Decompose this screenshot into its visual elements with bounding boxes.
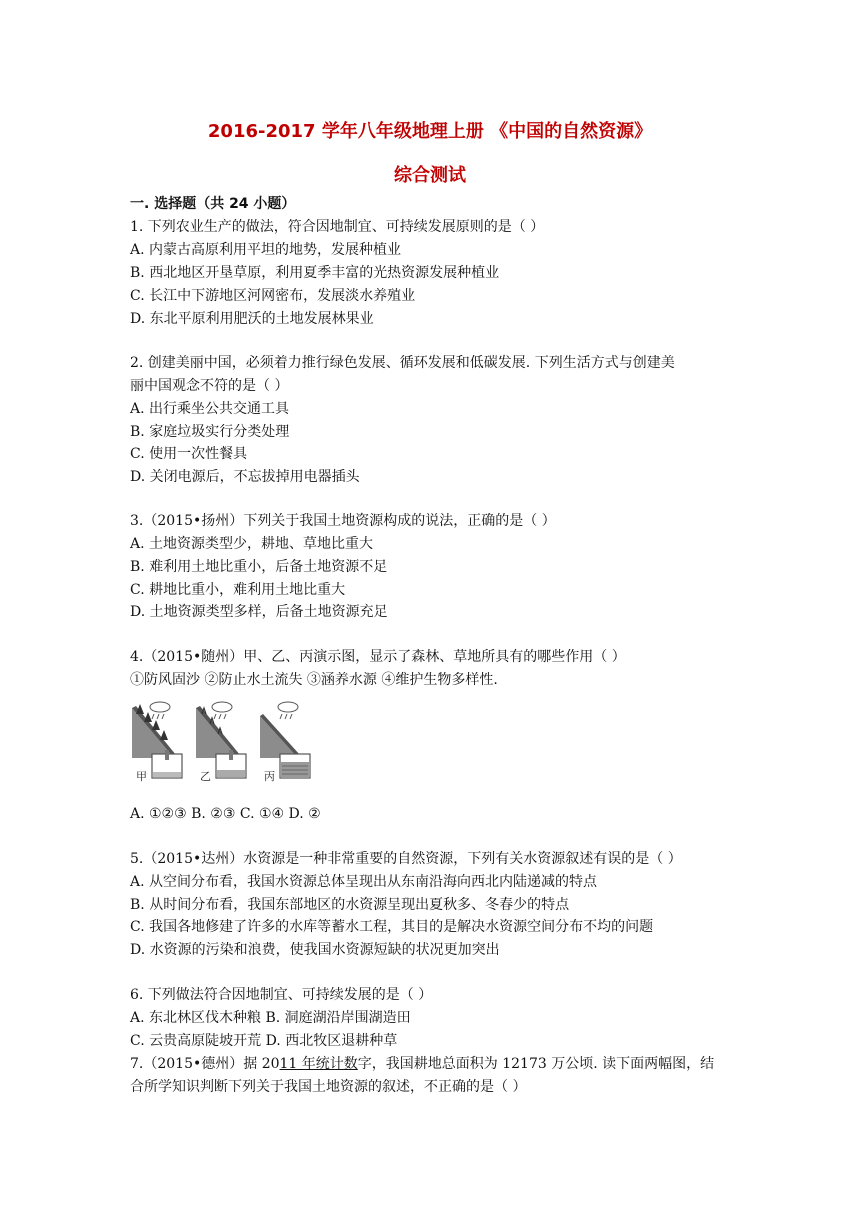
panel-yi-grass-slope [196, 702, 246, 778]
document-title: 2016-2017 学年八年级地理上册 《中国的自然资源》 [207, 121, 653, 142]
panel-bing-bare-slope [260, 702, 310, 778]
q3-option-c: C. 耕地比重小，难利用土地比重大 [130, 582, 346, 598]
q7-stem-pre: 7.（2015•德州）据 20 [130, 1056, 280, 1072]
q7-stem-underlined: 11 年统计数 [279, 1056, 358, 1072]
panel-jia-forest-slope [132, 702, 182, 778]
q2-option-b: B. 家庭垃圾实行分类处理 [130, 424, 290, 440]
q4-stem: 4.（2015•随州）甲、乙、丙演示图，显示了森林、草地所具有的哪些作用（ ） [130, 649, 626, 665]
q4-options: A. ①②③ B. ②③ C. ①④ D. ② [130, 806, 321, 822]
fig-label-bing: 丙 [264, 770, 275, 783]
q4-items: ①防风固沙 ②防止水土流失 ③涵养水源 ④维护生物多样性. [130, 672, 498, 688]
q7-stem-post: 字，我国耕地总面积为 12173 万公顷. 读下面两幅图，结 [357, 1056, 715, 1072]
q4-demo-figure [130, 700, 320, 794]
q2-stem-line2: 丽中国观念不符的是（ ） [130, 378, 289, 394]
q1-option-b: B. 西北地区开垦草原，利用夏季丰富的光热资源发展种植业 [130, 265, 500, 281]
q6-options-cd: C. 云贵高原陡坡开荒 D. 西北牧区退耕种草 [130, 1033, 398, 1049]
q5-option-d: D. 水资源的污染和浪费，使我国水资源短缺的状况更加突出 [130, 942, 500, 958]
q3-stem: 3.（2015•扬州）下列关于我国土地资源构成的说法，正确的是（ ） [130, 513, 556, 529]
q6-options-ab: A. 东北林区伐木种粮 B. 洞庭湖沿岸围湖造田 [130, 1010, 411, 1026]
q5-option-a: A. 从空间分布看，我国水资源总体呈现出从东南沿海向西北内陆递减的特点 [130, 874, 598, 890]
fig-label-yi: 乙 [200, 770, 211, 783]
q2-option-c: C. 使用一次性餐具 [130, 446, 248, 462]
q2-stem-line1: 2. 创建美丽中国，必须着力推行绿色发展、循环发展和低碳发展. 下列生活方式与创建美 [130, 355, 675, 371]
q3-option-d: D. 土地资源类型多样，后备土地资源充足 [130, 604, 388, 620]
q1-option-c: C. 长江中下游地区河网密布，发展淡水养殖业 [130, 288, 416, 304]
q2-option-a: A. 出行乘坐公共交通工具 [130, 401, 290, 417]
q7-stem-line1 [130, 1054, 714, 1074]
q2-option-d: D. 关闭电源后，不忘拔掉用电器插头 [130, 469, 360, 485]
q1-stem: 1. 下列农业生产的做法，符合因地制宜、可持续发展原则的是（ ） [130, 219, 545, 235]
document-subtitle: 综合测试 [394, 165, 466, 186]
fig-label-jia: 甲 [136, 770, 147, 783]
q5-option-c: C. 我国各地修建了许多的水库等蓄水工程，其目的是解决水资源空间分布不均的问题 [130, 919, 654, 935]
q3-option-a: A. 土地资源类型少，耕地、草地比重大 [130, 536, 374, 552]
section-heading: 一. 选择题（共 24 小题） [130, 196, 296, 212]
q6-stem: 6. 下列做法符合因地制宜、可持续发展的是（ ） [130, 987, 433, 1003]
q5-option-b: B. 从时间分布看，我国东部地区的水资源呈现出夏秋多、冬春少的特点 [130, 897, 570, 913]
q5-stem: 5.（2015•达州）水资源是一种非常重要的自然资源，下列有关水资源叙述有误的是（ ） [130, 851, 682, 867]
q7-stem-line2: 合所学知识判断下列关于我国土地资源的叙述，不正确的是（ ） [130, 1079, 527, 1095]
q1-option-a: A. 内蒙古高原利用平坦的地势，发展种植业 [130, 242, 402, 258]
q3-option-b: B. 难利用土地比重小，后备土地资源不足 [130, 559, 388, 575]
q1-option-d: D. 东北平原利用肥沃的土地发展林果业 [130, 311, 374, 327]
